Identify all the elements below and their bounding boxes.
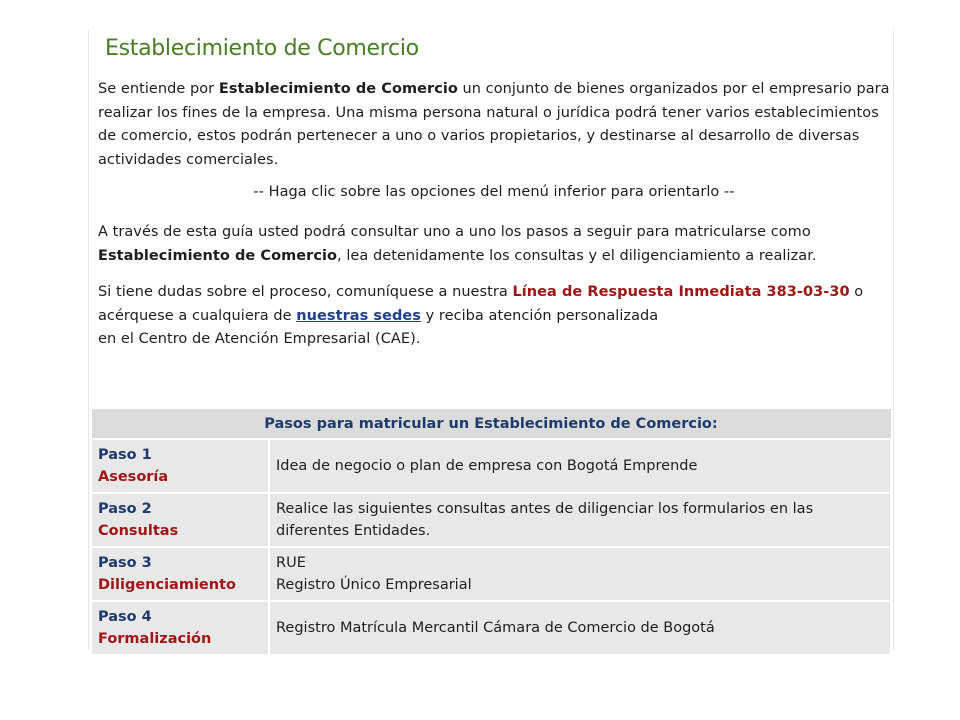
intro-paragraph bbox=[98, 78, 890, 172]
guide-paragraph bbox=[98, 221, 890, 268]
menu-hint: -- Haga clic sobre las opciones del menú inferior para orientarlo -- bbox=[253, 184, 735, 200]
guide-rest: , lea detenidamente los consultas y el diligenciamiento a realizar. bbox=[337, 247, 817, 264]
guide-lead: A través de esta guía usted podrá consultar uno a uno los pasos a seguir para matricularse como bbox=[98, 224, 811, 240]
step-row-1[interactable] bbox=[91, 439, 891, 493]
step-3-description bbox=[269, 547, 891, 601]
step-3-desc-line-2: Registro Único Empresarial bbox=[276, 577, 472, 593]
contact-mid: o acérquese a cualquiera de bbox=[98, 284, 864, 324]
step-row-3[interactable] bbox=[91, 547, 891, 601]
step-row-2[interactable] bbox=[91, 493, 891, 547]
step-1-desc-line: Idea de negocio o plan de empresa con Bogotá Emprende bbox=[276, 458, 698, 474]
step-4-name: Formalización bbox=[98, 631, 212, 647]
page-title: Establecimiento de Comercio bbox=[105, 36, 419, 61]
contact-lead: Si tiene dudas sobre el proceso, comuníquese a nuestra bbox=[98, 284, 513, 300]
step-2-cell[interactable] bbox=[91, 493, 269, 547]
step-2-name: Consultas bbox=[98, 523, 179, 539]
content-panel bbox=[88, 30, 894, 650]
hotline-text: Línea de Respuesta Inmediata 383-03-30 bbox=[512, 284, 850, 300]
step-4-cell[interactable] bbox=[91, 601, 269, 655]
step-3-cell[interactable] bbox=[91, 547, 269, 601]
steps-table-header: Pasos para matricular un Establecimiento de Comercio: bbox=[91, 409, 891, 440]
step-4-description bbox=[269, 601, 891, 655]
contact-after: y reciba atención personalizada bbox=[420, 307, 659, 324]
step-2-desc-line: Realice las siguientes consultas antes de diligenciar los formularios en las diferentes Entidades. bbox=[276, 501, 814, 539]
step-3-name: Diligenciamiento bbox=[98, 577, 236, 593]
step-1-name: Asesoría bbox=[98, 469, 169, 485]
steps-header-row bbox=[91, 409, 891, 440]
intro-lead: Se entiende por bbox=[98, 81, 219, 97]
step-row-4[interactable] bbox=[91, 601, 891, 655]
step-2-description bbox=[269, 493, 891, 547]
intro-term: Establecimiento de Comercio bbox=[218, 81, 458, 97]
step-1-number: Paso 1 bbox=[98, 447, 152, 463]
step-3-desc-line-1: RUE bbox=[276, 555, 306, 571]
step-4-desc-line: Registro Matrícula Mercantil Cámara de Comercio de Bogotá bbox=[276, 620, 715, 636]
step-2-number: Paso 2 bbox=[98, 501, 152, 517]
steps-table bbox=[90, 408, 892, 656]
intro-rest: un conjunto de bienes organizados por el empresario para realizar los fines de la empresa. Una misma persona natural o jurídica podrá tener varios establecimientos de comercio, estos podrán pertenecer a uno o varios propietarios, y destinarse al desarrollo de diversas actividades comerciales. bbox=[98, 81, 890, 168]
step-3-number: Paso 3 bbox=[98, 555, 152, 571]
step-1-description bbox=[269, 439, 891, 493]
contact-paragraph bbox=[98, 281, 890, 352]
contact-line2: en el Centro de Atención Empresarial (CAE). bbox=[98, 331, 421, 347]
step-4-number: Paso 4 bbox=[98, 609, 152, 625]
nuestras-sedes-link[interactable]: nuestras sedes bbox=[296, 307, 421, 324]
guide-term: Establecimiento de Comercio bbox=[98, 247, 338, 264]
step-1-cell[interactable] bbox=[91, 439, 269, 493]
